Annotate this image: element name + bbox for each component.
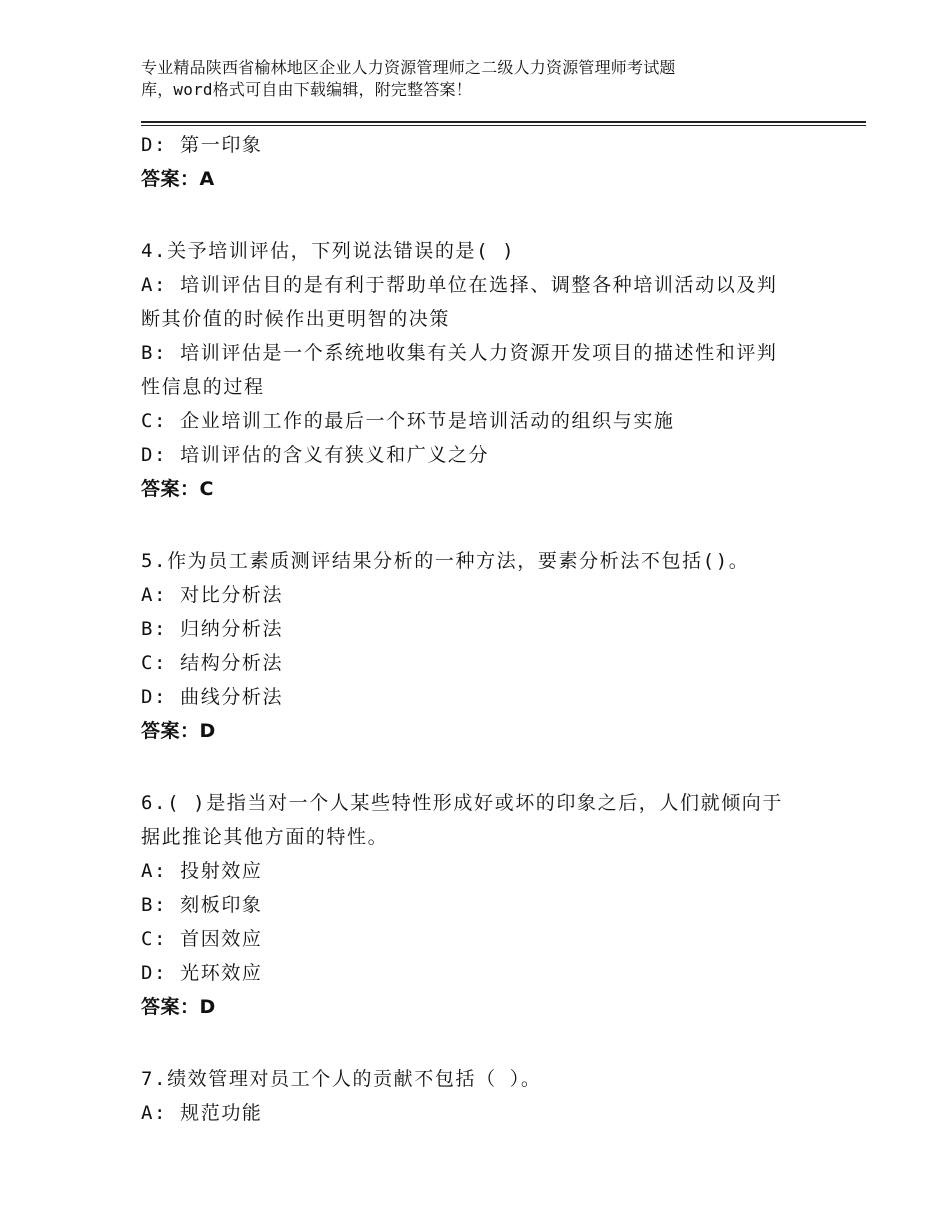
question-6 — [141, 786, 841, 1024]
question-4 — [141, 234, 841, 506]
option-c: C: 结构分析法 — [141, 652, 284, 674]
answer-value: A — [199, 168, 215, 190]
option-a: A: 规范功能 — [141, 1102, 263, 1124]
option-d: D: 曲线分析法 — [141, 686, 284, 708]
answer-label: 答案： — [141, 720, 200, 742]
option-a-continued: 断其价值的时候作出更明智的决策 — [141, 308, 451, 330]
question-5 — [141, 544, 841, 748]
question-stem: 7.绩效管理对员工个人的贡献不包括（ ）。 — [141, 1068, 542, 1090]
answer-line — [141, 472, 841, 506]
option-c: C: 首因效应 — [141, 928, 263, 950]
answer-label: 答案： — [141, 478, 200, 500]
option-b-continued: 性信息的过程 — [141, 376, 265, 398]
option-d: D: 第一印象 — [141, 134, 263, 156]
question-stem: 5.作为员工素质测评结果分析的一种方法，要素分析法不包括()。 — [141, 550, 750, 572]
question-3 — [141, 128, 841, 196]
question-list — [141, 128, 841, 1130]
option-c: C: 企业培训工作的最后一个环节是培训活动的组织与实施 — [141, 410, 675, 432]
answer-value: D — [199, 720, 216, 742]
header-rule-thin — [141, 125, 866, 126]
answer-line — [141, 990, 841, 1024]
option-d: D: 培训评估的含义有狭义和广义之分 — [141, 444, 490, 466]
option-b: B: 刻板印象 — [141, 894, 263, 916]
document-header — [141, 57, 821, 101]
answer-line — [141, 714, 841, 748]
question-stem: 6.( )是指当对一个人某些特性形成好或坏的印象之后，人们就倾向于 — [141, 792, 783, 814]
option-a: A: 投射效应 — [141, 860, 263, 882]
header-rule-thick — [141, 121, 866, 123]
question-stem: 4.关予培训评估，下列说法错误的是( ) — [141, 240, 516, 262]
answer-label: 答案： — [141, 168, 200, 190]
option-b: B: 培训评估是一个系统地收集有关人力资源开发项目的描述性和评判 — [141, 342, 778, 364]
answer-label: 答案： — [141, 996, 200, 1018]
question-stem-continued: 据此推论其他方面的特性。 — [141, 826, 389, 848]
answer-value: C — [199, 478, 214, 500]
option-b: B: 归纳分析法 — [141, 618, 284, 640]
option-d: D: 光环效应 — [141, 962, 263, 984]
header-title-line-2: 库，word格式可自由下载编辑，附完整答案！ — [141, 80, 472, 99]
option-a: A: 培训评估目的是有利于帮助单位在选择、调整各种培训活动以及判 — [141, 274, 778, 296]
question-7 — [141, 1062, 841, 1130]
header-title-line-1: 专业精品陕西省榆林地区企业人力资源管理师之二级人力资源管理师考试题 — [141, 58, 676, 77]
answer-value: D — [199, 996, 216, 1018]
option-a: A: 对比分析法 — [141, 584, 284, 606]
answer-line — [141, 162, 841, 196]
